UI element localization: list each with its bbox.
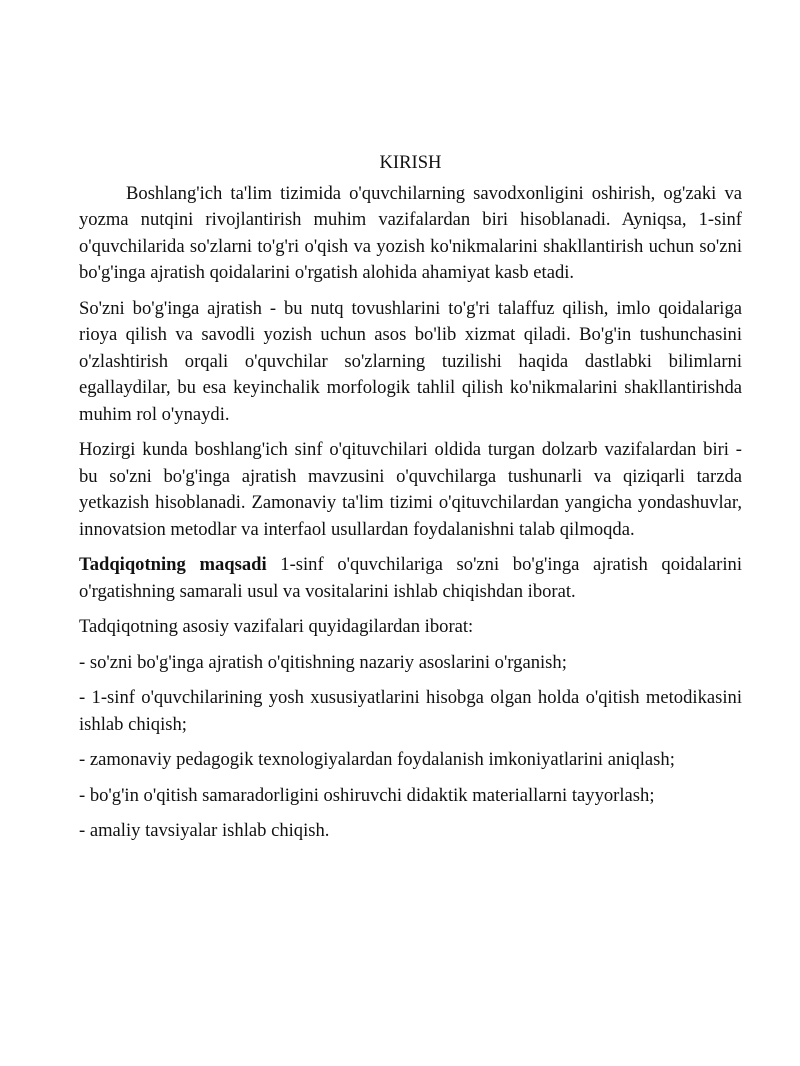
list-item: - 1-sinf o'quvchilarining yosh xususiyatlarini hisobga olgan holda o'qitish metodikasini ishlab chiqish; (79, 687, 742, 735)
page-title: KIRISH (379, 152, 442, 173)
paragraph-current-tasks: Hozirgi kunda boshlang'ich sinf o'qituvchilari oldida turgan dolzarb vazifalardan biri - bu so'zni bo'g'inga ajratish mavzusini o'quvchilarga tushunarli va qiziqarli tarzda yetkazish hisoblanadi. Zamonaviy ta'lim tizimi o'qituvchilardan yangicha yondashuvlar, innovatsion metodlar va interfaol usullardan foydalanishni talab qilmoqda. (79, 439, 742, 540)
research-goal-label: Tadqiqotning maqsadi (79, 554, 267, 575)
document-page (79, 150, 742, 854)
list-item: - bo'g'in o'qitish samaradorligini oshiruvchi didaktik materiallarni tayyorlash; (79, 784, 655, 806)
paragraph-tasks-heading: Tadqiqotning asosiy vazifalari quyidagilardan iborat: (79, 616, 474, 637)
paragraph-intro: Boshlang'ich ta'lim tizimida o'quvchilarning savodxonligini oshirish, og'zaki va yozma nutqini rivojlantirish muhim vazifalardan biri hisoblanadi. Ayniqsa, 1-sinf o'quvchilarida so'zlarni to'g'ri o'qish va yozish ko'nikmalarini shakllantirish uchun so'zni bo'g'inga ajratish qoidalarini o'rgatish alohida ahamiyat kasb etadi. (79, 182, 742, 283)
research-goal-text: 1-sinf o'quvchilariga so'zni bo'g'inga ajratish qoidalarini o'rgatishning samarali usul va vositalarini ishlab chiqishdan iborat. (79, 554, 742, 602)
paragraph-syllable-definition: So'zni bo'g'inga ajratish - bu nutq tovushlarini to'g'ri talaffuz qilish, imlo qoidalariga rioya qilish va savodli yozish uchun asos bo'lib xizmat qiladi. Bo'g'in tushunchasini o'zlashtirish orqali o'quvchilar so'zlarning tuzilishi haqida dastlabki bilimlarni egallaydilar, bu esa keyinchalik morfologik tahlil qilish ko'nikmalarini shakllantirishda muhim rol o'ynaydi. (79, 297, 742, 425)
list-item: - zamonaviy pedagogik texnologiyalardan foydalanish imkoniyatlarini aniqlash; (79, 749, 675, 770)
list-item: - so'zni bo'g'inga ajratish o'qitishning nazariy asoslarini o'rganish; (79, 651, 567, 673)
list-item: - amaliy tavsiyalar ishlab chiqish. (79, 820, 330, 841)
paragraph-research-goal (79, 552, 742, 605)
